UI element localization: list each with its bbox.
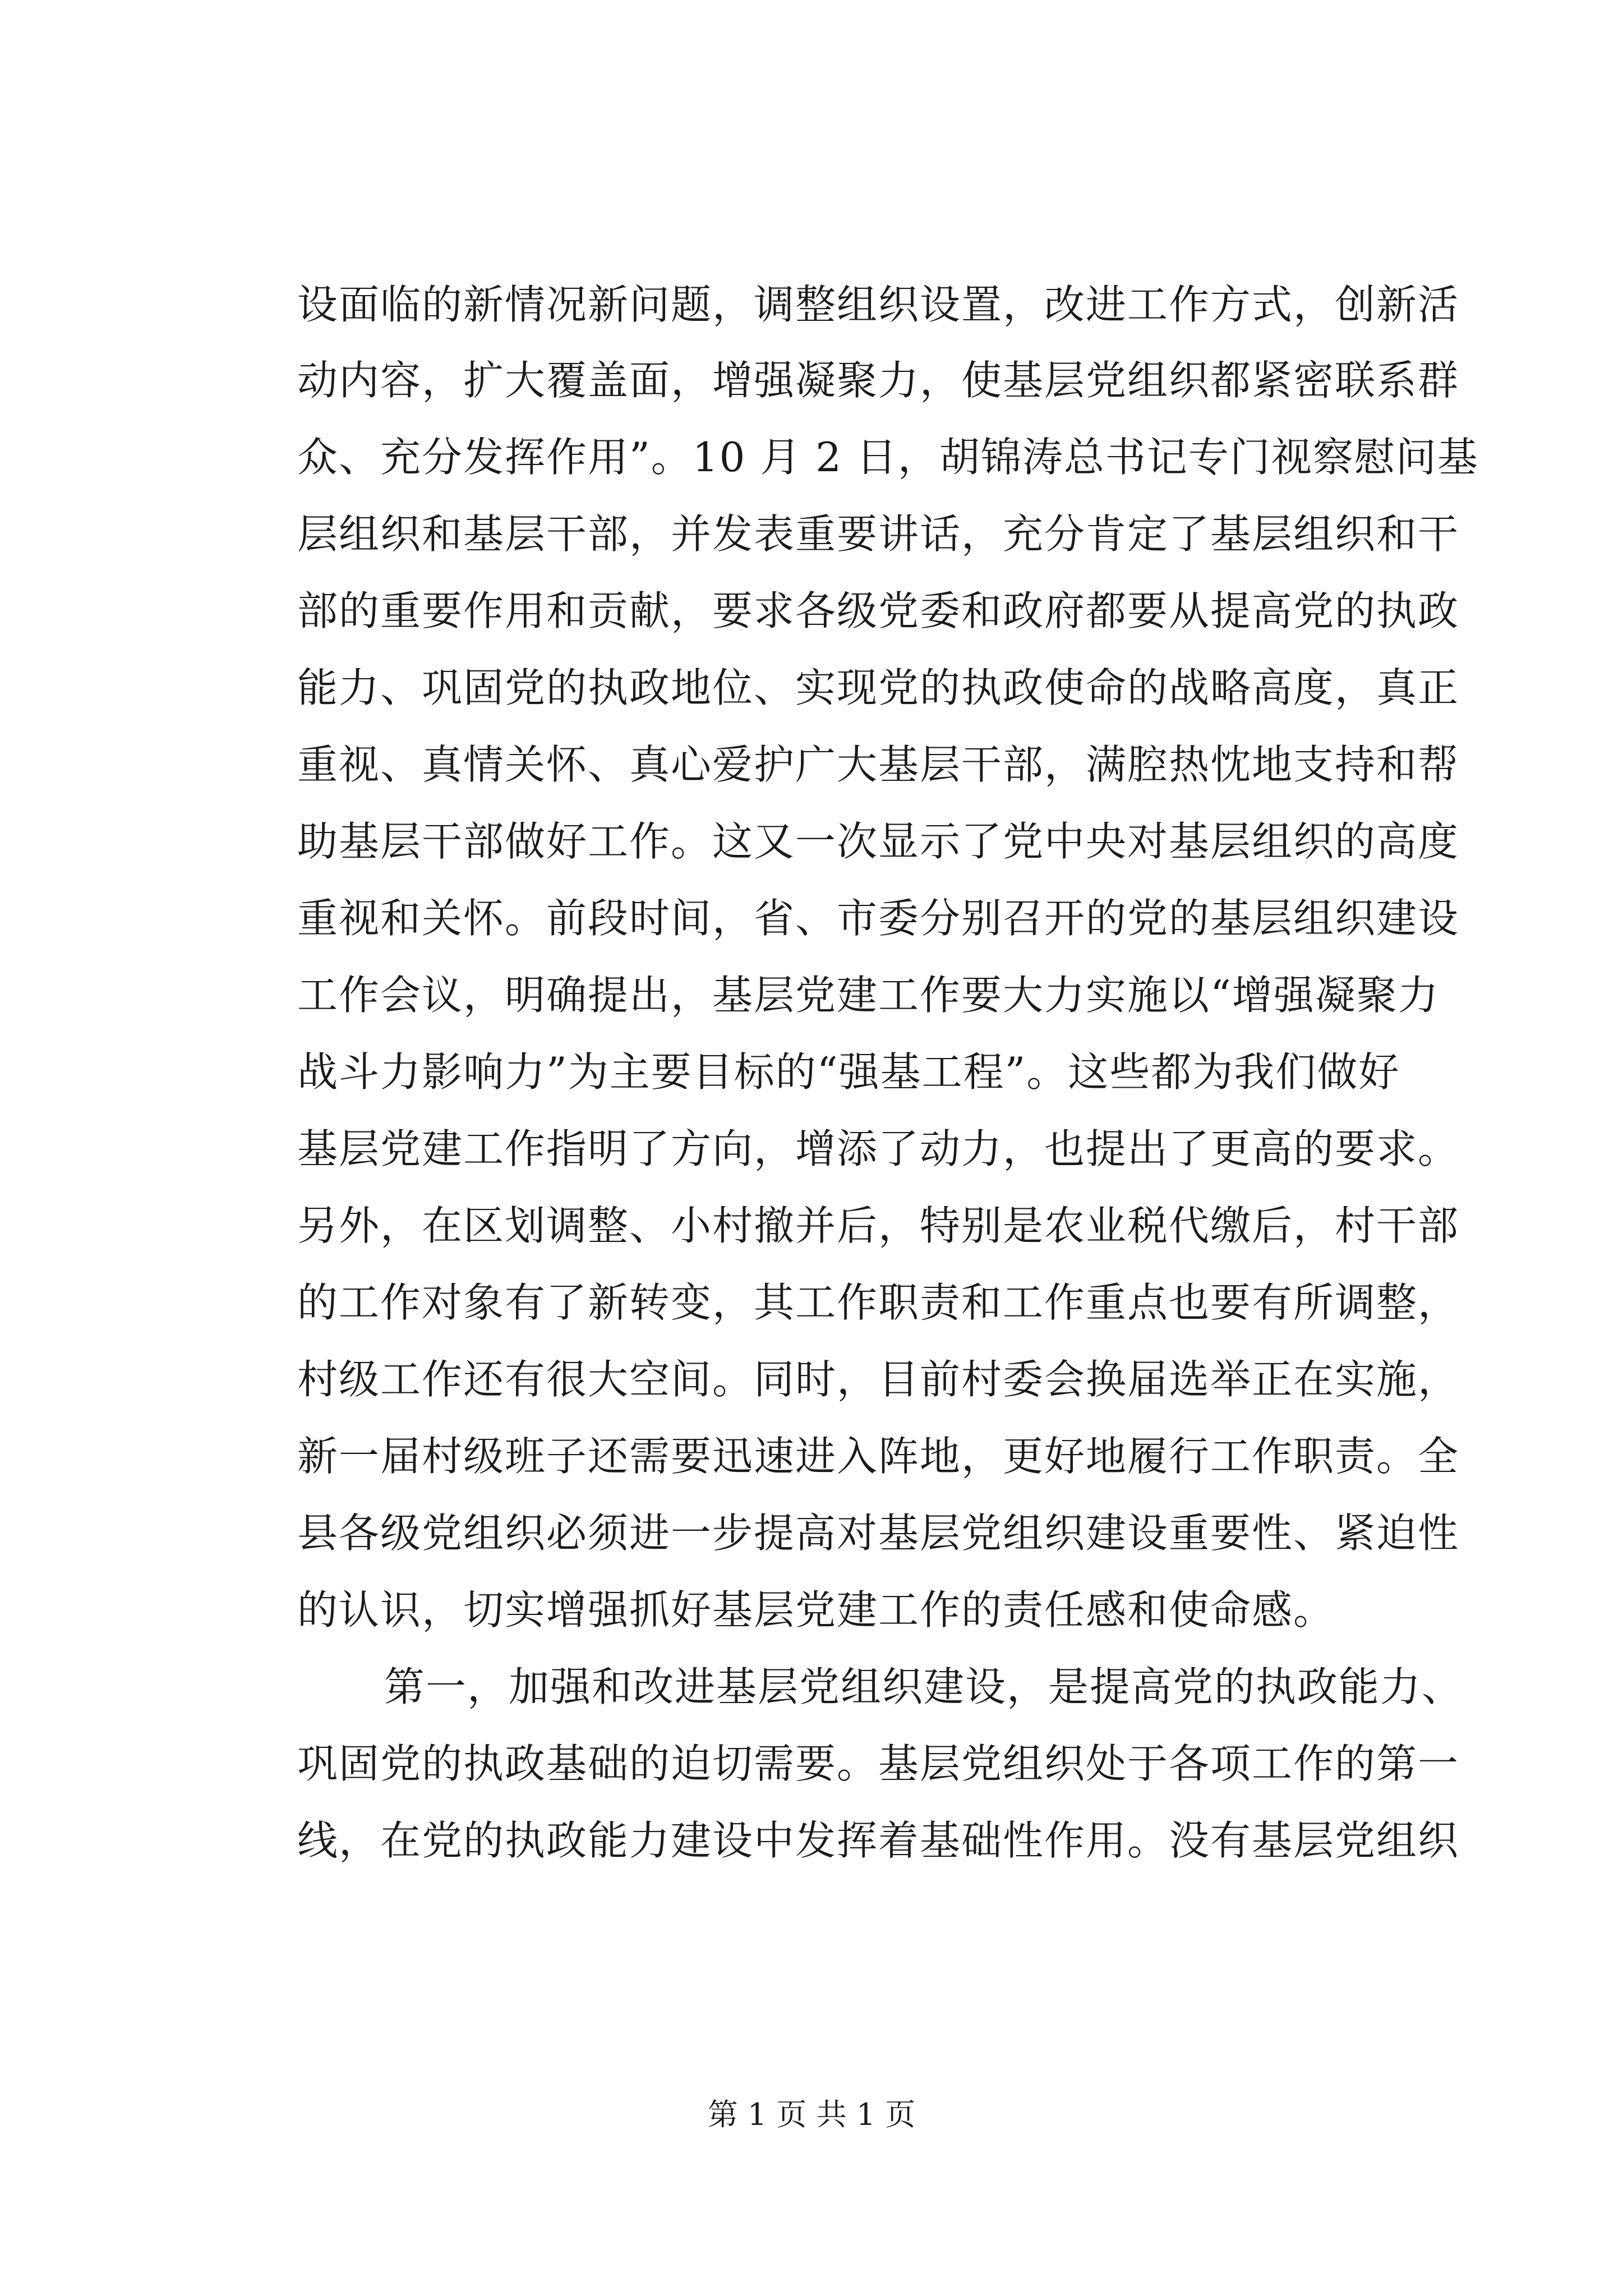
text-line: 县各级党组织必须进一步提高对基层党组织建设重要性、紧迫性 — [297, 1510, 1460, 1557]
text-line: 设面临的新情况新问题，调整组织设置，改进工作方式，创新活 — [297, 281, 1460, 328]
text-line: 众、充分发挥作用”。10 月 2 日，胡锦涛总书记专门视察慰问基 — [297, 434, 1479, 481]
text-line: 层组织和基层干部，并发表重要讲话，充分肯定了基层组织和干 — [297, 510, 1460, 558]
page-number-footer: 第 1 页 共 1 页 — [707, 2097, 916, 2132]
text-line: 助基层干部做好工作。这又一次显示了党中央对基层组织的高度 — [297, 818, 1460, 865]
text-line: 重视、真情关怀、真心爱护广大基层干部，满腔热忱地支持和帮 — [297, 741, 1460, 788]
text-line: 巩固党的执政基础的迫切需要。基层党组织处于各项工作的第一 — [297, 1740, 1460, 1787]
text-line: 工作会议，明确提出，基层党建工作要大力实施以“增强凝聚力 — [297, 972, 1440, 1019]
text-line: 另外，在区划调整、小村撤并后，特别是农业税代缴后，村干部 — [297, 1202, 1460, 1249]
text-line: 基层党建工作指明了方向，增添了动力，也提出了更高的要求。 — [297, 1125, 1460, 1172]
text-line: 新一届村级班子还需要迅速进入阵地，更好地履行工作职责。全 — [297, 1433, 1460, 1480]
text-line: 部的重要作用和贡献，要求各级党委和政府都要从提高党的执政 — [297, 587, 1460, 634]
text-line: 能力、巩固党的执政地位、实现党的执政使命的战略高度，真正 — [297, 664, 1460, 711]
text-line: 动内容，扩大覆盖面，增强凝聚力，使基层党组织都紧密联系群 — [297, 357, 1460, 404]
text-line: 线，在党的执政能力建设中发挥着基础性作用。没有基层党组织 — [297, 1817, 1460, 1864]
text-line: 的工作对象有了新转变，其工作职责和工作重点也要有所调整， — [297, 1279, 1460, 1326]
text-line: 村级工作还有很大空间。同时，目前村委会换届选举正在实施， — [297, 1356, 1460, 1403]
paragraph-first-line: 第一，加强和改进基层党组织建设，是提高党的执政能力、 — [384, 1663, 1464, 1710]
text-line: 战斗力影响力”为主要目标的“强基工程”。这些都为我们做好 — [297, 1048, 1400, 1096]
text-line: 的认识，切实增强抓好基层党建工作的责任感和使命感。 — [297, 1586, 1335, 1634]
text-line: 重视和关怀。前段时间，省、市委分别召开的党的基层组织建设 — [297, 895, 1460, 942]
